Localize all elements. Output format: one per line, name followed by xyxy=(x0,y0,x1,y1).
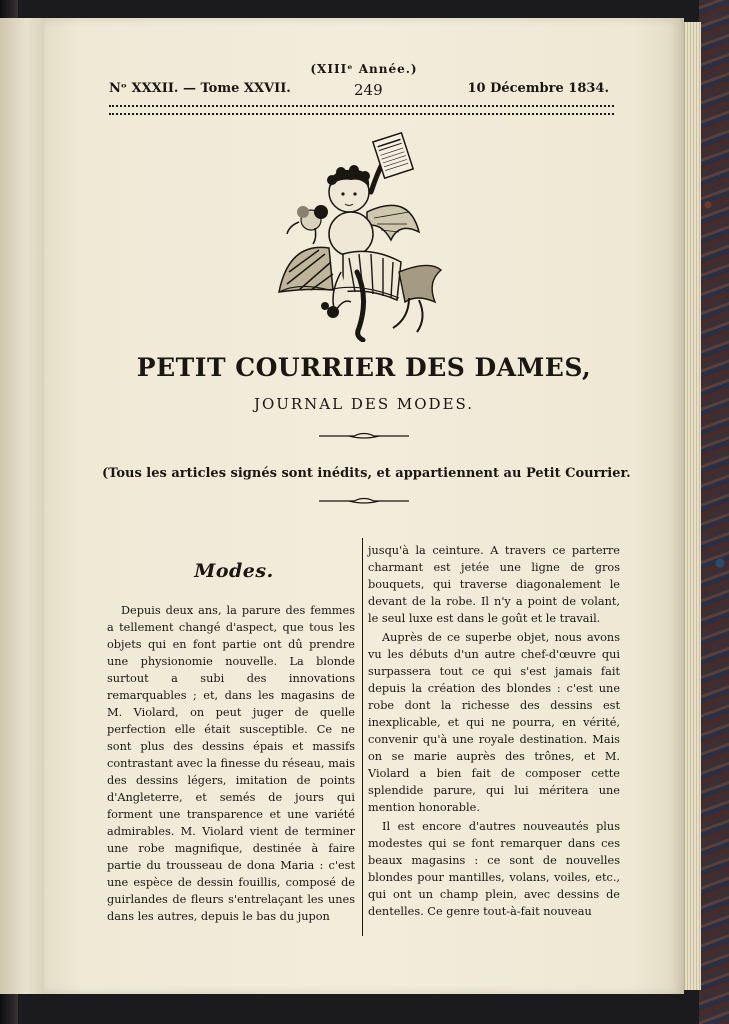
issue-date: 10 Décembre 1834. xyxy=(467,81,609,96)
right-column xyxy=(368,542,620,920)
page-stack-edges xyxy=(684,22,701,990)
journal-title: PETIT COURRIER DES DAMES, xyxy=(136,353,592,382)
paragraph: Auprès de ce superbe objet, nous avons vu les débuts d'un autre chef-d'œuvre qui surpassera tout ce qui s'est jamais fait depuis la création des blondes : c'est une robe dont la richesse des dessins est inexplicable, et qui ne pourra, en vérité, convenir qu'à une royale destination. Mais on se marie auprès des trônes, et M. Violard a bien fait de composer cette splendide parure, qui lui méritera une mention honorable. xyxy=(368,631,620,814)
journal-subtitle: JOURNAL DES MODES. xyxy=(253,395,475,413)
paragraph: jusqu'à la ceinture. A travers ce parterre charmant est jetée une ligne de gros bouquets, qui traverse diagonalement le devant de la robe. Il n'y a point de volant, le seul luxe est dans le goût et le travail. xyxy=(368,544,620,625)
masthead-line xyxy=(109,81,609,101)
page-number: 249 xyxy=(354,81,383,99)
facing-page-edge xyxy=(0,18,45,994)
paragraph: Depuis deux ans, la parure des femmes a tellement changé d'aspect, que tous les objets qui en font partie ont dû prendre une physionomie nouvelle. La blonde surtout a subi des innovations remarquables ; et, dans les magasins de M. Violard, on peut juger de quelle perfection elle était susceptible. Ce ne sont plus des dessins épais et massifs contrastant avec la finesse du réseau, mais des dessins légers, imitation de points d'Angleterre, et semés de jours qui forment une transparence et une variété admirables. M. Violard vient de terminer une robe magnifique, destinée à faire partie du trousseau de dona Maria : c'est une espèce de dessin fouillis, composé de guirlandes de fleurs s'entrelaçant les unes dans les autres, depuis le bas du jupon xyxy=(107,604,355,923)
ornament-divider-top xyxy=(319,432,409,440)
issue-number: Nᵒ XXXII. — Tome XXVII. xyxy=(109,81,291,96)
marbled-cover-edge xyxy=(699,0,729,1024)
column-rule xyxy=(362,538,363,936)
copyright-notice: (Tous les articles signés sont inédits, et appartiennent au Petit Courrier. xyxy=(102,466,631,481)
ornament-divider-bottom xyxy=(319,497,409,505)
section-heading: Modes. xyxy=(194,560,274,582)
left-column xyxy=(107,602,355,925)
header-dotted-rule xyxy=(109,105,614,115)
cherub-with-newspaper-icon xyxy=(259,122,449,342)
paragraph: Il est encore d'autres nouveautés plus modestes qui se font remarquer dans ces beaux magasins : ce sont de nouvelles blondes pour mantilles, volans, voiles, etc., qui ont un champ plein, avec dessins de dentelles. Ce genre tout-à-fait nouveau xyxy=(368,820,620,918)
year-line: (XIIIᵉ Année.) xyxy=(310,62,418,76)
journal-page xyxy=(44,18,684,994)
